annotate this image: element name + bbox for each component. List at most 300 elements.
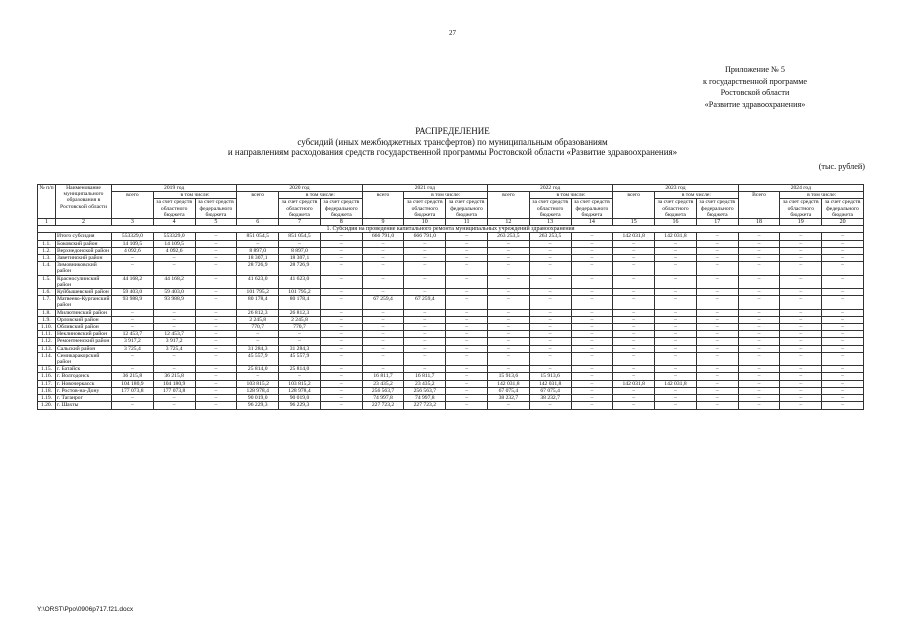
row-value: 4 092,6 (112, 247, 154, 254)
row-value: – (696, 352, 738, 365)
row-value: – (696, 247, 738, 254)
row-number: 1.11. (38, 331, 56, 338)
row-value: – (446, 324, 488, 331)
row-value: – (153, 316, 195, 323)
row-value: – (780, 233, 822, 240)
row-value: 80 178,4 (237, 296, 279, 309)
row-value: – (822, 255, 864, 262)
table-row (38, 262, 864, 275)
row-value: – (195, 247, 237, 254)
row-value: – (696, 366, 738, 373)
row-value: 3 725,4 (153, 345, 195, 352)
row-value: – (446, 338, 488, 345)
row-value: – (195, 289, 237, 296)
row-value: – (822, 296, 864, 309)
row-value: – (320, 316, 362, 323)
column-number: 17 (696, 219, 738, 226)
row-value: – (529, 402, 571, 409)
row-value: – (655, 255, 697, 262)
header-obl: за счет средств областного бюджета (780, 199, 822, 219)
column-number: 3 (112, 219, 154, 226)
row-value: – (320, 338, 362, 345)
row-value: 256 563,7 (362, 387, 404, 394)
row-value: – (320, 373, 362, 380)
row-number: 1.8. (38, 309, 56, 316)
row-value: 96 229,3 (237, 402, 279, 409)
row-value: – (571, 240, 613, 247)
row-value: – (487, 240, 529, 247)
row-value: – (195, 338, 237, 345)
row-value: – (153, 366, 195, 373)
row-value: – (362, 338, 404, 345)
row-value: 15 913,6 (529, 373, 571, 380)
row-value: – (738, 338, 780, 345)
header-row (38, 185, 864, 192)
row-value: 14 109,5 (112, 240, 154, 247)
column-number: 8 (320, 219, 362, 226)
row-value: – (655, 296, 697, 309)
row-value: – (446, 395, 488, 402)
row-value: – (153, 309, 195, 316)
row-value: – (571, 309, 613, 316)
row-value: – (822, 262, 864, 275)
row-value: – (655, 289, 697, 296)
row-value: – (195, 255, 237, 262)
header-fed: за счет средств федерального бюджета (446, 199, 488, 219)
row-value: – (571, 296, 613, 309)
row-value: 142 031,8 (613, 380, 655, 387)
row-value: – (613, 387, 655, 394)
row-value: – (362, 324, 404, 331)
row-value: – (613, 324, 655, 331)
row-value: – (822, 380, 864, 387)
row-value: – (195, 345, 237, 352)
row-value: – (780, 366, 822, 373)
row-value: – (153, 395, 195, 402)
row-value: – (362, 255, 404, 262)
row-value: 177 073,8 (112, 387, 154, 394)
row-value: – (529, 240, 571, 247)
row-value: – (362, 316, 404, 323)
row-value: 142 031,8 (613, 233, 655, 240)
row-value: – (780, 402, 822, 409)
row-value: – (696, 387, 738, 394)
column-number: 14 (571, 219, 613, 226)
row-value: – (822, 316, 864, 323)
row-name: г. Шахты (56, 402, 112, 409)
column-number: 20 (822, 219, 864, 226)
row-value: – (613, 289, 655, 296)
row-value: – (153, 402, 195, 409)
row-value: – (446, 352, 488, 365)
row-name: Куйбышевский район (56, 289, 112, 296)
row-value: – (613, 240, 655, 247)
row-value: – (696, 289, 738, 296)
row-value: – (738, 352, 780, 365)
row-value: – (529, 331, 571, 338)
row-value: – (320, 324, 362, 331)
row-value: – (822, 387, 864, 394)
row-value: – (112, 255, 154, 262)
row-value: – (320, 395, 362, 402)
row-value: – (780, 255, 822, 262)
table-row (38, 240, 864, 247)
column-number: 9 (362, 219, 404, 226)
row-value: – (487, 338, 529, 345)
header-incl: в том числе: (655, 192, 739, 199)
row-value: – (487, 289, 529, 296)
row-value: 31 284,3 (279, 345, 321, 352)
header-total: всего (362, 192, 404, 219)
row-value: – (487, 262, 529, 275)
row-value: 44 168,2 (112, 275, 154, 288)
row-value: – (571, 255, 613, 262)
row-value: – (279, 373, 321, 380)
row-value: – (487, 324, 529, 331)
row-value: – (738, 380, 780, 387)
row-name: г. Батайск (56, 366, 112, 373)
file-path-footer: Y:\ORST\Ppo\0906p717.f21.docx (37, 606, 134, 613)
row-value: – (738, 289, 780, 296)
row-value: 31 284,3 (237, 345, 279, 352)
row-value: – (112, 262, 154, 275)
row-value: 2 245,8 (237, 316, 279, 323)
title-heading: РАСПРЕДЕЛЕНИЕ (415, 126, 490, 136)
row-value: – (446, 380, 488, 387)
row-name: Матвеево-Курганский район (56, 296, 112, 309)
row-value: – (320, 289, 362, 296)
column-number: 11 (446, 219, 488, 226)
row-value: – (613, 316, 655, 323)
row-value: – (195, 296, 237, 309)
row-value: – (320, 309, 362, 316)
row-name: Зимовниковский район (56, 262, 112, 275)
row-name: Итого субсидия (56, 233, 112, 240)
row-number: 1.4. (38, 262, 56, 275)
row-value: – (529, 275, 571, 288)
row-value: 38 232,7 (487, 395, 529, 402)
row-value: – (780, 387, 822, 394)
row-value: – (655, 316, 697, 323)
row-value: – (237, 338, 279, 345)
section-row (38, 226, 864, 233)
row-value: 104 180,9 (112, 380, 154, 387)
row-value: 90 019,0 (237, 395, 279, 402)
row-number: 1.2. (38, 247, 56, 254)
header-fed: за счет средств федерального бюджета (696, 199, 738, 219)
row-value: – (362, 289, 404, 296)
row-value: – (153, 352, 195, 365)
row-number: 1.14. (38, 352, 56, 365)
column-number: 6 (237, 219, 279, 226)
row-value: – (780, 316, 822, 323)
row-value: 18 307,1 (279, 255, 321, 262)
row-value: – (738, 262, 780, 275)
row-value: – (822, 395, 864, 402)
table-row (38, 380, 864, 387)
row-name: Семикаракорский район (56, 352, 112, 365)
row-value: – (571, 247, 613, 254)
table-row (38, 373, 864, 380)
row-value: – (780, 324, 822, 331)
row-value: 227 723,2 (362, 402, 404, 409)
row-value: – (362, 309, 404, 316)
row-value: – (822, 373, 864, 380)
row-value: – (655, 395, 697, 402)
row-value: 38 232,7 (529, 395, 571, 402)
row-value: – (112, 366, 154, 373)
row-value: – (404, 309, 446, 316)
row-value: – (529, 289, 571, 296)
row-value: 2 245,8 (279, 316, 321, 323)
row-value: – (112, 352, 154, 365)
row-value: – (655, 387, 697, 394)
row-value: 12 453,7 (153, 331, 195, 338)
row-value: – (404, 345, 446, 352)
header-row (38, 192, 864, 199)
row-value: – (571, 352, 613, 365)
row-value: – (571, 366, 613, 373)
row-value: 263 253,5 (529, 233, 571, 240)
row-value: – (112, 316, 154, 323)
row-value: – (320, 255, 362, 262)
header-year: 2021 год (362, 185, 487, 192)
row-value: – (446, 240, 488, 247)
row-value: – (613, 366, 655, 373)
row-value: – (822, 338, 864, 345)
row-value: 101 795,2 (237, 289, 279, 296)
row-value: – (696, 255, 738, 262)
title-line: субсидий (иных межбюджетных трансфертов) по муниципальным образованиям (297, 136, 608, 147)
row-value: 26 812,3 (237, 309, 279, 316)
row-value: – (487, 309, 529, 316)
row-number: 1.13. (38, 345, 56, 352)
row-name: Ремонтненский район (56, 338, 112, 345)
row-value: – (780, 352, 822, 365)
row-value: – (822, 402, 864, 409)
row-value: – (613, 395, 655, 402)
row-value: 177 073,8 (153, 387, 195, 394)
row-value: – (738, 247, 780, 254)
row-value: – (696, 373, 738, 380)
row-value: – (696, 262, 738, 275)
row-value: – (446, 296, 488, 309)
row-value: – (780, 240, 822, 247)
row-value: – (487, 275, 529, 288)
row-value: – (738, 324, 780, 331)
header-incl: в том числе: (279, 192, 363, 199)
row-value: – (738, 309, 780, 316)
row-value: – (822, 309, 864, 316)
row-value: – (446, 345, 488, 352)
row-value: – (571, 373, 613, 380)
column-number: 5 (195, 219, 237, 226)
row-value: – (738, 316, 780, 323)
row-number: 1.18. (38, 387, 56, 394)
row-value: – (195, 316, 237, 323)
row-value: 45 557,9 (237, 352, 279, 365)
row-value: – (738, 366, 780, 373)
row-value: – (487, 247, 529, 254)
row-value: 45 557,9 (279, 352, 321, 365)
row-number: 1.5. (38, 275, 56, 288)
row-value: – (195, 380, 237, 387)
row-value: 23 435,2 (404, 380, 446, 387)
row-number: 1.19. (38, 395, 56, 402)
row-value: – (738, 275, 780, 288)
row-value: – (153, 324, 195, 331)
row-number: 1.20. (38, 402, 56, 409)
row-value: – (320, 380, 362, 387)
row-value: 227 723,2 (404, 402, 446, 409)
row-value: – (613, 402, 655, 409)
row-value: – (529, 255, 571, 262)
row-value: – (195, 366, 237, 373)
row-value: – (655, 240, 697, 247)
row-value: – (487, 316, 529, 323)
row-value: – (696, 380, 738, 387)
row-value: – (362, 366, 404, 373)
row-value: – (780, 331, 822, 338)
row-value: – (571, 275, 613, 288)
row-value: – (446, 233, 488, 240)
header-num: № п/п (38, 185, 56, 219)
row-value: 142 031,8 (487, 380, 529, 387)
row-value: – (655, 402, 697, 409)
row-value: – (738, 331, 780, 338)
row-value: – (404, 316, 446, 323)
row-value: – (571, 331, 613, 338)
row-value: – (738, 373, 780, 380)
table-row (38, 338, 864, 345)
header-incl: в том числе: (780, 192, 864, 199)
row-value: – (571, 395, 613, 402)
table-body (38, 226, 864, 409)
row-value: – (487, 255, 529, 262)
row-number: 1.17. (38, 380, 56, 387)
row-value: – (487, 296, 529, 309)
row-value: – (320, 296, 362, 309)
row-value: – (404, 331, 446, 338)
row-value: 3 917,2 (153, 338, 195, 345)
row-value: 770,7 (279, 324, 321, 331)
distribution-table (37, 184, 864, 410)
row-number (38, 233, 56, 240)
row-value: – (780, 373, 822, 380)
row-value: – (487, 366, 529, 373)
row-value: 25 814,0 (237, 366, 279, 373)
row-value: – (195, 352, 237, 365)
header-total: Всего (738, 192, 780, 219)
row-number: 1.12. (38, 338, 56, 345)
row-value: – (320, 402, 362, 409)
appendix-line: Ростовской области (720, 88, 790, 97)
row-value: – (613, 352, 655, 365)
row-value: – (571, 402, 613, 409)
table-row (38, 296, 864, 309)
column-number: 18 (738, 219, 780, 226)
row-value: – (529, 338, 571, 345)
appendix-block (670, 64, 840, 110)
header-total: всего (613, 192, 655, 219)
row-value: 104 180,9 (153, 380, 195, 387)
column-number: 12 (487, 219, 529, 226)
row-value: – (112, 309, 154, 316)
row-value: – (529, 247, 571, 254)
row-value: – (780, 395, 822, 402)
row-name: г. Ростов-на-Дону (56, 387, 112, 394)
table-row (38, 402, 864, 409)
column-number: 19 (780, 219, 822, 226)
row-value: – (195, 331, 237, 338)
column-number: 2 (56, 219, 112, 226)
row-value: 16 811,7 (404, 373, 446, 380)
row-value: – (571, 289, 613, 296)
row-value: – (822, 240, 864, 247)
header-total: всего (487, 192, 529, 219)
row-value: – (655, 366, 697, 373)
row-name: Заветинский район (56, 255, 112, 262)
row-value: – (446, 275, 488, 288)
row-value: – (362, 345, 404, 352)
header-year: 2023 год (613, 185, 738, 192)
row-value: – (446, 289, 488, 296)
row-value: 128 978,4 (237, 387, 279, 394)
row-number: 1.15. (38, 366, 56, 373)
row-value: – (320, 240, 362, 247)
row-value: – (822, 345, 864, 352)
row-value: – (404, 247, 446, 254)
row-value: – (446, 366, 488, 373)
row-value: – (571, 345, 613, 352)
row-value: – (529, 309, 571, 316)
row-value: – (655, 338, 697, 345)
row-name: Неклиновский район (56, 331, 112, 338)
row-value: – (153, 262, 195, 275)
row-value: – (112, 324, 154, 331)
table-row (38, 352, 864, 365)
row-value: 770,7 (237, 324, 279, 331)
row-value: 142 031,8 (529, 380, 571, 387)
row-value: 851 054,5 (279, 233, 321, 240)
row-value: 256 563,7 (404, 387, 446, 394)
row-value: – (696, 402, 738, 409)
table-row (38, 275, 864, 288)
row-value: – (320, 387, 362, 394)
row-value: – (320, 331, 362, 338)
row-value: – (362, 240, 404, 247)
row-value: – (738, 395, 780, 402)
row-value: – (529, 345, 571, 352)
row-value: – (279, 338, 321, 345)
row-value: 263 253,5 (487, 233, 529, 240)
row-value: 3 725,4 (112, 345, 154, 352)
row-value: – (195, 275, 237, 288)
header-name: Наименование муниципального образования в Ростовской области (56, 185, 112, 219)
column-number: 13 (529, 219, 571, 226)
row-name: г. Новочеркасск (56, 380, 112, 387)
row-value: – (529, 352, 571, 365)
header-year: 2022 год (487, 185, 612, 192)
row-value: 28 726,9 (237, 262, 279, 275)
row-value: – (529, 296, 571, 309)
row-value: – (279, 240, 321, 247)
row-value: 103 815,2 (279, 380, 321, 387)
row-value: – (320, 352, 362, 365)
row-value: 41 623,0 (279, 275, 321, 288)
row-value: – (529, 262, 571, 275)
table-row (38, 395, 864, 402)
